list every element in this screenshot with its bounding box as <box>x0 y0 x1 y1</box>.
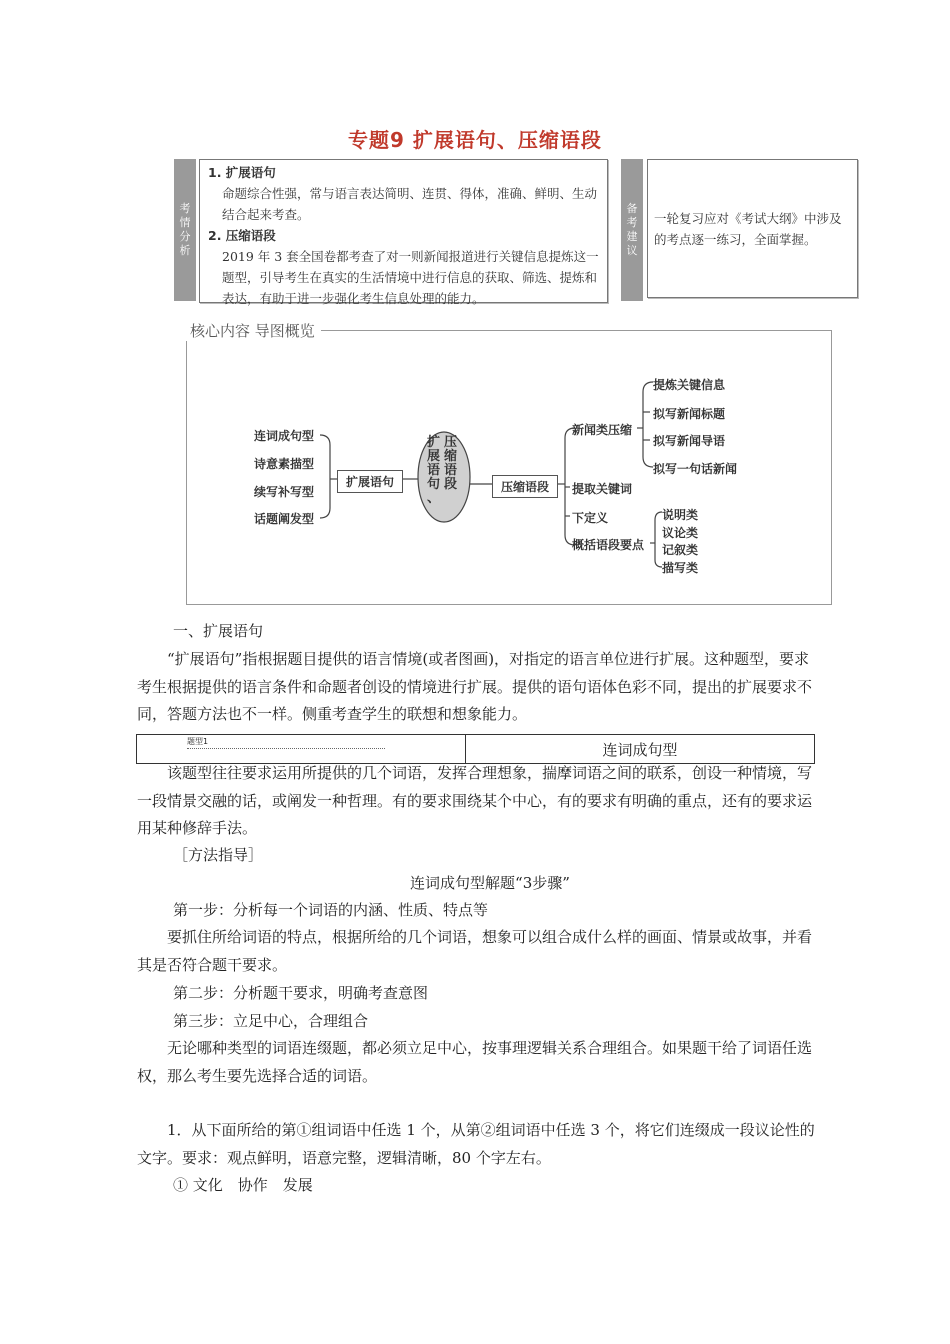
step1-text: 要抓住所给词语的特点，根据所给的几个词语，想象可以组合成什么样的画面、情景或故事，并看其是否符合题干要求。 <box>137 928 813 974</box>
mindmap-panel-title: 核心内容 导图概览 <box>184 320 321 341</box>
mm-news-item: 拟写新闻标题 <box>653 407 726 421</box>
step3-text: 无论哪种类型的词语连缀题，都必须立足中心，按事理逻辑关系合理组合。如果题干给了词语任选权，那么考生要先选择合适的词语。 <box>137 1039 813 1085</box>
question-1-group1: ① 文化 协作 发展 <box>173 1176 313 1194</box>
mm-left-item: 连词成句型 <box>254 429 315 443</box>
mm-center-col2: 压 缩 语 段 <box>443 435 457 492</box>
mm-define: 下定义 <box>572 511 609 525</box>
kaoqing-label-char: 析 <box>179 244 191 257</box>
mm-left-item: 续写补写型 <box>254 485 315 499</box>
type-name: 连词成句型 <box>466 735 815 764</box>
mm-expand-box: 扩展语句 <box>337 470 403 493</box>
method-heading: ［方法指导］ <box>173 846 264 864</box>
method-title: 连词成句型解题“3步骤” <box>410 874 570 892</box>
mm-left-item: 话题阐发型 <box>254 512 315 526</box>
mm-left-item: 诗意素描型 <box>254 457 315 471</box>
beikao-label-char: 建 <box>626 230 638 243</box>
type-tag: 题型1 <box>187 737 209 746</box>
mm-summary-item: 描写类 <box>662 561 699 575</box>
mm-summary-item: 议论类 <box>662 526 699 540</box>
intro-paragraph: “扩展语句”指根据题目提供的语言情境(或者图画)，对指定的语言单位进行扩展。这种题型，要求考生根据提供的语言条件和命题者创设的情境进行扩展。提供的语句语体色彩不同，提出的扩展要求不同，答题方法也不一样。侧重考查学生的联想和想象能力。 <box>137 650 813 723</box>
mm-summary-item: 记叙类 <box>662 543 699 557</box>
type-description: 该题型往往要求运用所提供的几个词语，发挥合理想象，揣摩词语之间的联系，创设一种情境，写一段情景交融的话，或阐发一种哲理。有的要求围绕某个中心，有的要求有明确的重点，还有的要求运用某种修辞手法。 <box>137 764 813 837</box>
step3: 第三步：立足中心，合理组合 <box>173 1012 369 1030</box>
type-tag-dotline <box>187 748 385 749</box>
page-title: 专题9 扩展语句、压缩语段 <box>348 128 602 152</box>
beikao-label-char: 备 <box>626 202 638 215</box>
beikao-label-char: 议 <box>626 244 638 257</box>
mm-news-item: 提炼关键信息 <box>653 378 726 392</box>
mm-summary-item: 说明类 <box>662 508 699 522</box>
mindmap-connectors <box>0 0 950 620</box>
mm-news-item: 拟写一句话新闻 <box>653 462 738 476</box>
mm-center-col1: 扩 展 语 句 、 <box>426 435 440 506</box>
mm-summary: 概括语段要点 <box>572 538 645 552</box>
section-heading: 一、扩展语句 <box>173 622 264 640</box>
step2: 第二步：分析题干要求，明确考查意图 <box>173 984 429 1002</box>
mm-news-label: 新闻类压缩 <box>572 423 633 437</box>
mm-news-item: 拟写新闻导语 <box>653 434 726 448</box>
kaoqing-item1-text: 命题综合性强，常与语言表达简明、连贯、得体，准确、鲜明、生动结合起来考查。 <box>222 186 598 222</box>
kaoqing-item2-text: 2019 年 3 套全国卷都考查了对一则新闻报道进行关键信息提炼这一题型，引导考生在真实的生活情境中进行信息的获取、筛选、提炼和表达，有助于进一步强化考生信息处理的能力。 <box>222 249 599 306</box>
step1: 第一步：分析每一个词语的内涵、性质、特点等 <box>173 901 489 919</box>
kaoqing-label-char: 情 <box>179 216 191 229</box>
mm-center-label <box>426 436 466 506</box>
mm-keyword: 提取关键词 <box>572 482 633 496</box>
beikao-text: 一轮复习应对《考试大纲》中涉及的考点逐一练习，全面掌握。 <box>654 210 842 247</box>
kaoqing-item2-head: 2. 压缩语段 <box>208 228 276 243</box>
kaoqing-label-char: 分 <box>179 230 191 243</box>
kaoqing-item1-head: 1. 扩展语句 <box>208 165 276 180</box>
beikao-label-char: 考 <box>626 216 638 229</box>
mm-compress-box: 压缩语段 <box>492 475 558 498</box>
question-1: 1．从下面所给的第①组词语中任选 1 个，从第②组词语中任选 3 个，将它们连缀成一段议论性的文字。要求：观点鲜明，语意完整，逻辑清晰，80 个字左右。 <box>137 1121 815 1167</box>
kaoqing-label-char: 考 <box>179 202 191 215</box>
